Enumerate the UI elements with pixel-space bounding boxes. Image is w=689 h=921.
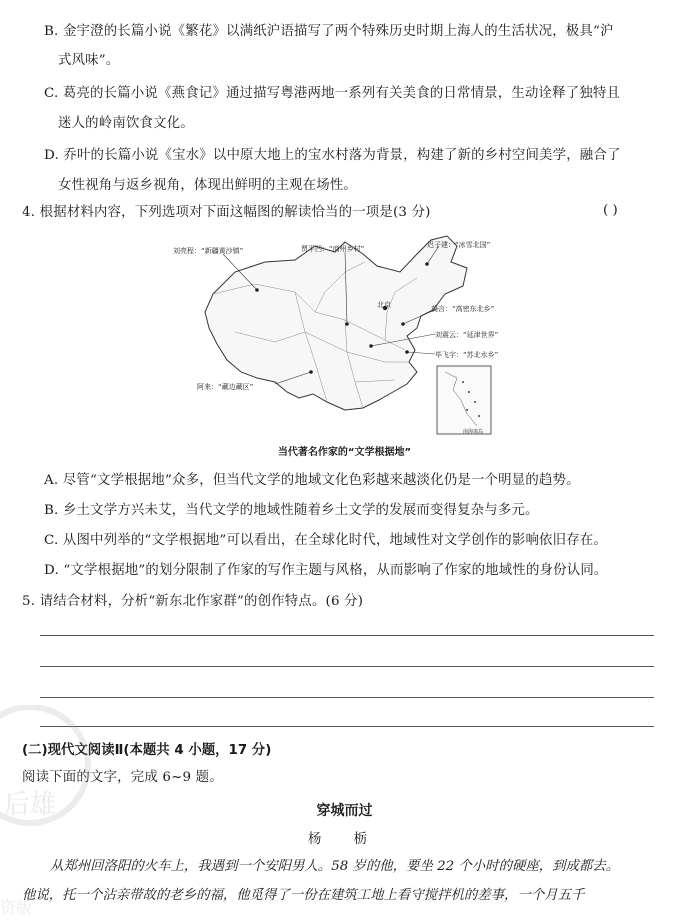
article-author: 杨 栃 (307, 832, 382, 847)
map-label-liuzhenyun: 刘震云：“延津世界” (435, 331, 499, 339)
q4-option-a: A. 尽管“文学根据地”众多，但当代文学的地域文化色彩越来越淡化仍是一个明显的趋势。 (44, 473, 580, 488)
map-label-jiapingwa: 贾平凹：“商州乡村” (301, 245, 365, 253)
q5-stem: 5. 请结合材料，分析“新东北作家群”的创作特点。(6 分) (22, 594, 364, 609)
answer-line-3[interactable] (40, 697, 654, 698)
answer-line-2[interactable] (40, 666, 654, 667)
q3-option-c-line2: 迷人的岭南饮食文化。 (58, 116, 194, 131)
article-paragraph-2: 他说，托一个沾亲带故的老乡的福，他觅得了一份在建筑工地上看守搅拌机的差事，一个月五千 (22, 888, 585, 903)
q4-option-d: D. “文学根据地”的划分限制了作家的写作主题与风格，从而影响了作家的地域性的身份认同。 (44, 563, 608, 578)
q4-option-b: B. 乡土文学方兴未艾，当代文学的地域性随着乡土文学的发展而变得复杂与多元。 (44, 503, 539, 518)
q3-option-c-line1: C. 葛亮的长篇小说《燕食记》通过描写粤港两地一系列有关美食的日常情景，生动诠释了独特且 (44, 86, 621, 101)
q3-option-d-line2: 女性视角与返乡视角，体现出鲜明的主观在场性。 (58, 178, 357, 193)
map-label-liuliangcheng: 刘亮程：“新疆黄沙镇” (173, 247, 244, 255)
map-inset-label: 南海诸岛 (463, 429, 484, 435)
svg-text:资版: 资版 (0, 898, 33, 917)
q4-option-c: C. 从图中列举的“文学根据地”可以看出，在全球化时代，地域性对文学创作的影响依旧存在。 (44, 533, 608, 548)
article-title: 穿城而过 (316, 803, 373, 819)
q3-option-b-line1: B. 金宇澄的长篇小说《繁花》以满纸沪语描写了两个特殊历史时期上海人的生活状况，极具“沪 (44, 24, 614, 39)
q3-option-b-line2: 式风味”。 (58, 53, 120, 68)
answer-line-4[interactable] (40, 726, 654, 727)
article-paragraph-1: 从郑州回洛阳的火车上，我遇到一个安阳男人。58 岁的他，要坐 22 个小时的硬座，到成都去。 (50, 859, 620, 874)
map-label-moyan: 莫言：“高密东北乡” (431, 305, 495, 313)
reading-instruction: 阅读下面的文字，完成 6~9 题。 (22, 770, 223, 785)
map-label-alai: 阿来：“藏边藏区” (197, 383, 254, 391)
map-caption: 当代著名作家的“文学根据地” (277, 447, 412, 458)
section-title: (二)现代文阅读Ⅱ(本题共 4 小题，17 分) (22, 743, 272, 758)
svg-text:后雄: 后雄 (4, 790, 57, 820)
map-label-chizijian: 迟子建：“冰雪北国” (427, 241, 491, 249)
watermark-logo (0, 705, 110, 917)
q4-answer-bracket: ( ) (603, 203, 618, 218)
map-label-beijing: 北京 (377, 301, 391, 309)
q3-option-d-line1: D. 乔叶的长篇小说《宝水》以中原大地上的宝水村落为背景，构建了新的乡村空间美学，融合了 (44, 148, 621, 163)
china-map-figure (173, 232, 499, 437)
answer-line-1[interactable] (40, 635, 654, 636)
q4-stem: 4. 根据材料内容，下列选项对下面这幅图的解读恰当的一项是(3 分) (22, 205, 431, 220)
map-label-bifeiyu: 毕飞宇：“苏北水乡” (435, 351, 499, 359)
